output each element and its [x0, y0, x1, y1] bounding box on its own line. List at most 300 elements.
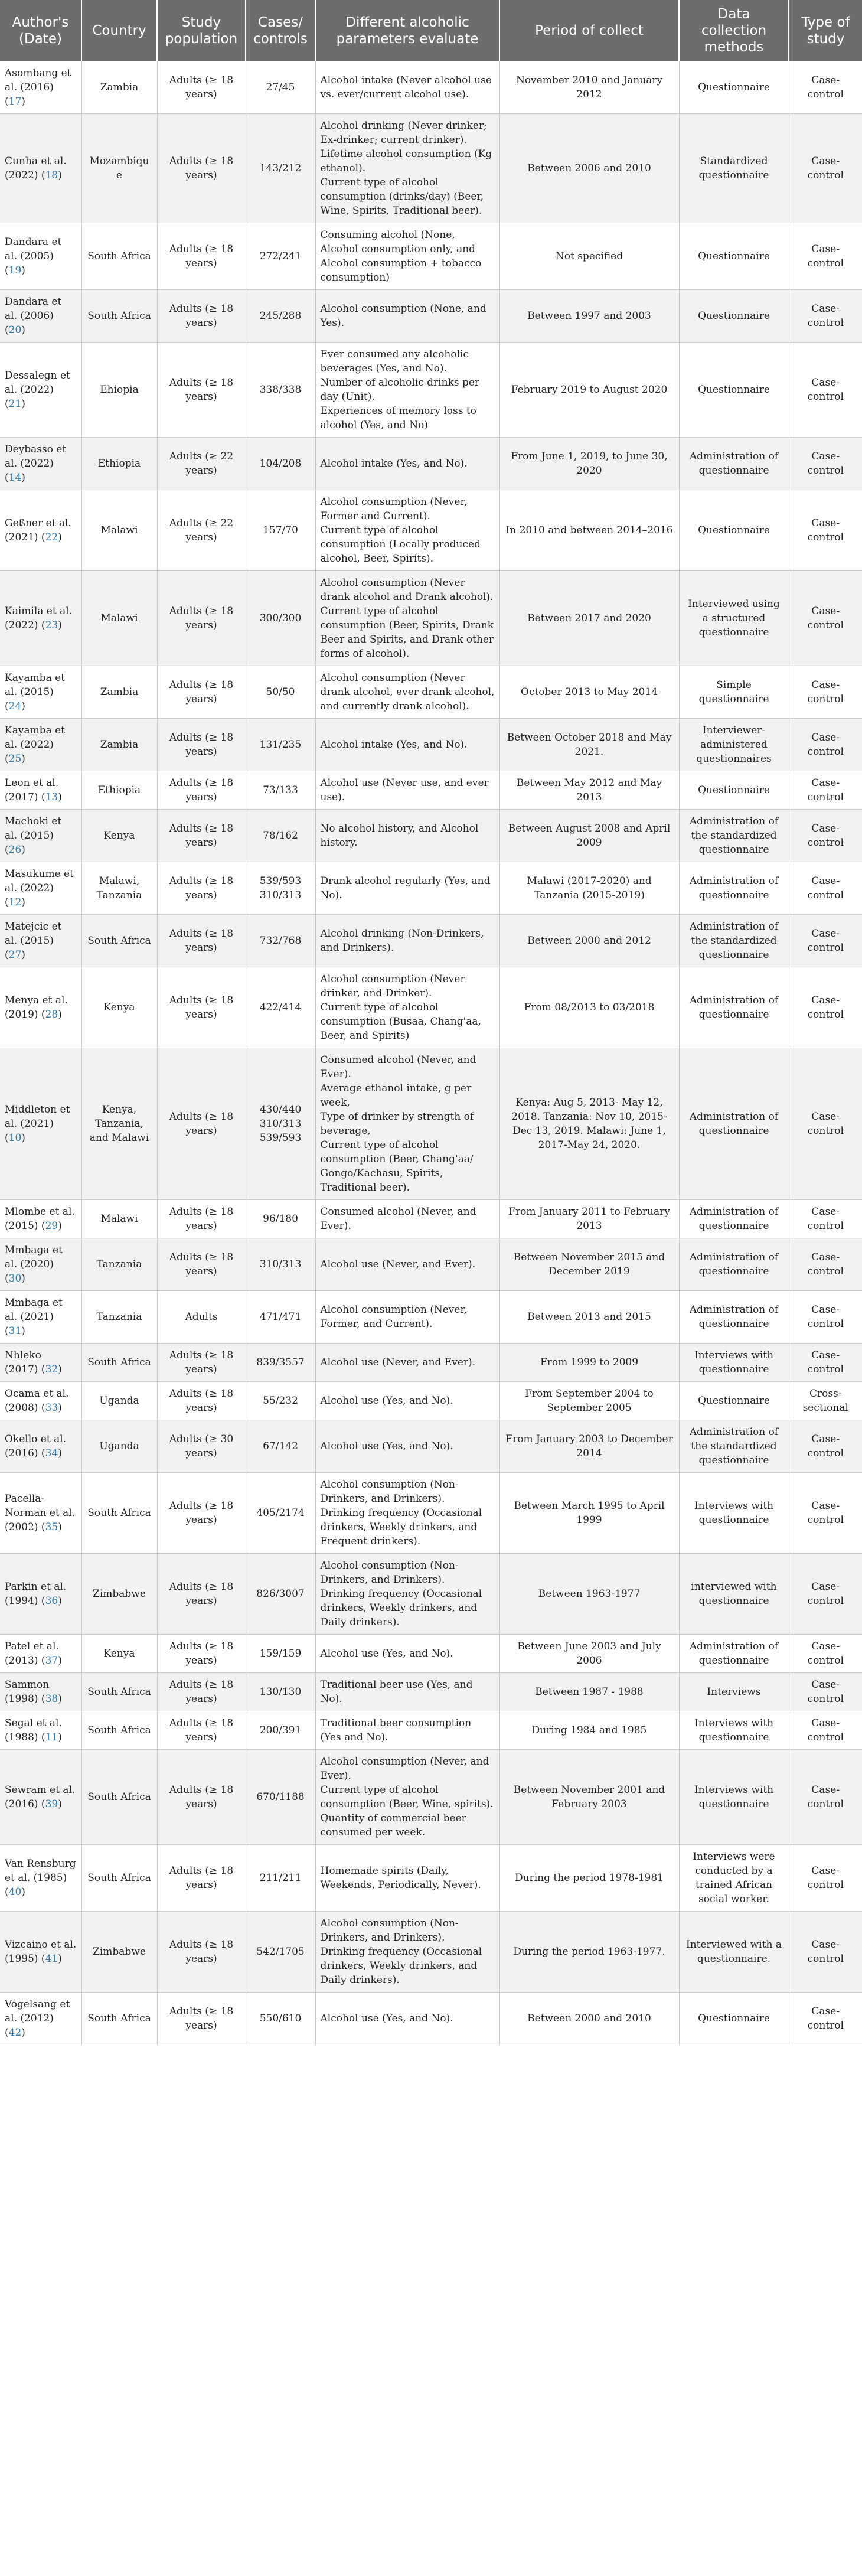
cell-cases-controls: 405/2174: [246, 1473, 315, 1554]
cell-period: Between 2013 and 2015: [499, 1291, 679, 1344]
cell-population: Adults (≥ 18 years): [157, 1382, 246, 1420]
cell-methods: Simple questionnaire: [679, 666, 789, 719]
reference-link[interactable]: 14: [8, 472, 22, 484]
cell-parameters: Traditional beer consumption (Yes and No).: [315, 1711, 499, 1750]
reference-link[interactable]: 10: [8, 1132, 22, 1144]
cell-country: Mozambique: [81, 114, 157, 223]
cell-methods: Questionnaire: [679, 1993, 789, 2045]
reference-link[interactable]: 34: [45, 1447, 58, 1459]
cell-country: South Africa: [81, 1845, 157, 1912]
table-row: [0, 438, 862, 490]
cell-cases-controls: 732/768: [246, 915, 315, 967]
cell-parameters: Drank alcohol regularly (Yes, and No).: [315, 862, 499, 915]
header-period: Period of collect: [499, 0, 679, 61]
cell-period: From January 2011 to February 2013: [499, 1200, 679, 1238]
cell-type: Case-control: [789, 1635, 862, 1673]
cell-author: Kayamba et al. (2015) (24): [0, 666, 81, 719]
cell-population: Adults (≥ 18 years): [157, 1673, 246, 1711]
cell-country: South Africa: [81, 223, 157, 290]
cell-parameters: Alcohol consumption (Never, Former, and Current).: [315, 1291, 499, 1344]
cell-period: Between 2000 and 2012: [499, 915, 679, 967]
cell-cases-controls: 422/414: [246, 967, 315, 1048]
cell-author: Cunha et al. (2022) (18): [0, 114, 81, 223]
author-name: Leon et al. (2017): [5, 777, 59, 803]
cell-population: Adults (≥ 30 years): [157, 1420, 246, 1473]
cell-methods: Questionnaire: [679, 771, 789, 810]
reference-link[interactable]: 36: [45, 1595, 58, 1607]
author-name: Deybasso et al. (2022): [5, 444, 67, 469]
cell-author: Sammon (1998) (38): [0, 1673, 81, 1711]
reference-link[interactable]: 25: [8, 753, 22, 765]
cell-author: Nhleko (2017) (32): [0, 1344, 81, 1382]
cell-population: Adults (≥ 18 years): [157, 771, 246, 810]
cell-author: Vogelsang et al. (2012) (42): [0, 1993, 81, 2045]
author-name: Kayamba et al. (2022): [5, 725, 66, 751]
cell-period: Between November 2001 and February 2003: [499, 1750, 679, 1845]
cell-type: Case-control: [789, 719, 862, 771]
cell-author: Machoki et al. (2015) (26): [0, 810, 81, 862]
header-methods: Data collection methods: [679, 0, 789, 61]
author-name: Mmbaga et al. (2021): [5, 1297, 63, 1323]
reference-link[interactable]: 39: [45, 1798, 58, 1810]
table-row: [0, 343, 862, 438]
cell-population: Adults (≥ 18 years): [157, 1912, 246, 1993]
cell-period: From January 2003 to December 2014: [499, 1420, 679, 1473]
author-name: Patel et al. (2013): [5, 1641, 59, 1667]
header-population: Study population: [157, 0, 246, 61]
table-row: [0, 1420, 862, 1473]
table-row: [0, 1635, 862, 1673]
cell-author: Leon et al. (2017) (13): [0, 771, 81, 810]
cell-country: South Africa: [81, 1993, 157, 2045]
cell-country: Uganda: [81, 1382, 157, 1420]
cell-country: Zimbabwe: [81, 1554, 157, 1635]
cell-parameters: Consuming alcohol (None, Alcohol consumption only, and Alcohol consumption + tobacco consumption): [315, 223, 499, 290]
cell-period: Between 2017 and 2020: [499, 571, 679, 666]
cell-type: Case-control: [789, 61, 862, 114]
cell-methods: Administration of questionnaire: [679, 438, 789, 490]
cell-author: Mmbaga et al. (2021) (31): [0, 1291, 81, 1344]
reference-link[interactable]: 35: [45, 1521, 58, 1533]
cell-methods: Administration of questionnaire: [679, 1238, 789, 1291]
cell-cases-controls: 539/593 310/313: [246, 862, 315, 915]
cell-author: Patel et al. (2013) (37): [0, 1635, 81, 1673]
cell-type: Case-control: [789, 1554, 862, 1635]
cell-period: Between May 2012 and May 2013: [499, 771, 679, 810]
cell-cases-controls: 211/211: [246, 1845, 315, 1912]
table-row: [0, 1711, 862, 1750]
cell-methods: Administration of questionnaire: [679, 1291, 789, 1344]
cell-parameters: Homemade spirits (Daily, Weekends, Periodically, Never).: [315, 1845, 499, 1912]
reference-link[interactable]: 38: [45, 1693, 58, 1705]
reference-link[interactable]: 32: [45, 1364, 58, 1375]
cell-methods: Administration of the standardized questionnaire: [679, 810, 789, 862]
cell-population: Adults (≥ 22 years): [157, 490, 246, 571]
cell-population: Adults (≥ 18 years): [157, 1993, 246, 2045]
cell-methods: Questionnaire: [679, 223, 789, 290]
cell-population: Adults (≥ 18 years): [157, 1845, 246, 1912]
cell-population: Adults (≥ 18 years): [157, 114, 246, 223]
author-name: Dandara et al. (2005): [5, 236, 62, 262]
table-row: [0, 1845, 862, 1912]
table-row: [0, 1473, 862, 1554]
author-name: Dessalegn et al. (2022): [5, 370, 70, 396]
cell-author: Dessalegn et al. (2022) (21): [0, 343, 81, 438]
cell-parameters: Alcohol consumption (Non-Drinkers, and Drinkers). Drinking frequency (Occasional drinkers, Weekly drinkers, and Daily drinkers).: [315, 1554, 499, 1635]
cell-methods: interviewed with questionnaire: [679, 1554, 789, 1635]
cell-country: South Africa: [81, 290, 157, 343]
cell-cases-controls: 50/50: [246, 666, 315, 719]
cell-type: Case-control: [789, 1344, 862, 1382]
cell-parameters: Alcohol drinking (Never drinker; Ex-drinker; current drinker). Lifetime alcohol consumption (Kg ethanol). Current type of alcohol consumption (drinks/day) (Beer, Wine, Spirits, Traditional beer).: [315, 114, 499, 223]
cell-population: Adults (≥ 18 years): [157, 967, 246, 1048]
cell-cases-controls: 130/130: [246, 1673, 315, 1711]
cell-methods: Interviews were conducted by a trained African social worker.: [679, 1845, 789, 1912]
cell-type: Case-control: [789, 1845, 862, 1912]
cell-population: Adults (≥ 18 years): [157, 719, 246, 771]
cell-period: Between November 2015 and December 2019: [499, 1238, 679, 1291]
cell-methods: Interviews with questionnaire: [679, 1473, 789, 1554]
cell-period: Between October 2018 and May 2021.: [499, 719, 679, 771]
cell-type: Case-control: [789, 490, 862, 571]
cell-methods: Interviews with questionnaire: [679, 1344, 789, 1382]
cell-country: Zimbabwe: [81, 1912, 157, 1993]
cell-author: Kayamba et al. (2022) (25): [0, 719, 81, 771]
cell-parameters: Alcohol consumption (None, and Yes).: [315, 290, 499, 343]
reference-link[interactable]: 11: [45, 1732, 58, 1743]
cell-period: During the period 1978-1981: [499, 1845, 679, 1912]
cell-cases-controls: 338/338: [246, 343, 315, 438]
cell-author: Okello et al. (2016) (34): [0, 1420, 81, 1473]
cell-parameters: Alcohol consumption (Non-Drinkers, and Drinkers). Drinking frequency (Occasional drinkers, Weekly drinkers, and Daily drinkers).: [315, 1912, 499, 1993]
cell-cases-controls: 104/208: [246, 438, 315, 490]
cell-cases-controls: 670/1188: [246, 1750, 315, 1845]
cell-type: Case-control: [789, 771, 862, 810]
author-name: Machoki et al. (2015): [5, 816, 62, 842]
table-row: [0, 1554, 862, 1635]
header-parameters: Different alcoholic parameters evaluate: [315, 0, 499, 61]
cell-author: Pacella-Norman et al. (2002) (35): [0, 1473, 81, 1554]
cell-author: Dandara et al. (2005) (19): [0, 223, 81, 290]
cell-period: November 2010 and January 2012: [499, 61, 679, 114]
reference-link[interactable]: 28: [45, 1009, 58, 1020]
cell-author: Middleton et al. (2021) (10): [0, 1048, 81, 1200]
cell-country: Kenya, Tanzania, and Malawi: [81, 1048, 157, 1200]
cell-cases-controls: 300/300: [246, 571, 315, 666]
table-row: [0, 1912, 862, 1993]
cell-author: Mmbaga et al. (2020) (30): [0, 1238, 81, 1291]
cell-country: Malawi: [81, 490, 157, 571]
table-row: [0, 571, 862, 666]
reference-link[interactable]: 40: [8, 1886, 22, 1898]
reference-link[interactable]: 18: [45, 169, 58, 181]
cell-cases-controls: 78/162: [246, 810, 315, 862]
cell-parameters: Ever consumed any alcoholic beverages (Yes, and No). Number of alcoholic drinks per day (Unit). Experiences of memory loss to alcohol (Yes, and No): [315, 343, 499, 438]
reference-link[interactable]: 24: [8, 700, 22, 712]
cell-country: South Africa: [81, 1711, 157, 1750]
table-row: [0, 1382, 862, 1420]
author-name: Parkin et al. (1994): [5, 1581, 67, 1607]
cell-country: South Africa: [81, 1473, 157, 1554]
reference-link[interactable]: 29: [45, 1220, 58, 1232]
cell-population: Adults (≥ 18 years): [157, 1635, 246, 1673]
cell-period: From 1999 to 2009: [499, 1344, 679, 1382]
cell-country: Zambia: [81, 61, 157, 114]
table-row: [0, 1750, 862, 1845]
cell-author: Ocama et al. (2008) (33): [0, 1382, 81, 1420]
cell-period: Kenya: Aug 5, 2013- May 12, 2018. Tanzania: Nov 10, 2015-Dec 13, 2019. Malawi: June 1, 2017-May 24, 2020.: [499, 1048, 679, 1200]
cell-methods: Questionnaire: [679, 1382, 789, 1420]
cell-country: Uganda: [81, 1420, 157, 1473]
reference-link[interactable]: 37: [45, 1655, 58, 1667]
reference-link[interactable]: 42: [8, 2027, 22, 2039]
cell-population: Adults (≥ 18 years): [157, 1048, 246, 1200]
cell-population: Adults (≥ 18 years): [157, 1711, 246, 1750]
cell-type: Case-control: [789, 967, 862, 1048]
author-name: Ocama et al. (2008): [5, 1388, 69, 1414]
author-name: Segal et al. (1988): [5, 1717, 62, 1743]
table-row: [0, 1291, 862, 1344]
header-author: Author's (Date): [0, 0, 81, 61]
cell-cases-controls: 27/45: [246, 61, 315, 114]
cell-period: Not specified: [499, 223, 679, 290]
cell-period: Between June 2003 and July 2006: [499, 1635, 679, 1673]
cell-cases-controls: 143/212: [246, 114, 315, 223]
cell-type: Case-control: [789, 1673, 862, 1711]
cell-author: Mlombe et al. (2015) (29): [0, 1200, 81, 1238]
reference-link[interactable]: 30: [8, 1273, 22, 1284]
cell-population: Adults (≥ 18 years): [157, 810, 246, 862]
cell-country: South Africa: [81, 915, 157, 967]
cell-methods: Administration of questionnaire: [679, 1200, 789, 1238]
cell-population: Adults (≥ 18 years): [157, 666, 246, 719]
cell-parameters: Alcohol consumption (Never, Former and Current). Current type of alcohol consumption (Locally produced alcohol, Beer, Spirits).: [315, 490, 499, 571]
cell-population: Adults (≥ 18 years): [157, 61, 246, 114]
cell-cases-controls: 310/313: [246, 1238, 315, 1291]
cell-type: Case-control: [789, 1711, 862, 1750]
cell-parameters: Alcohol consumption (Never, and Ever). Current type of alcohol consumption (Beer, Wine, spirits). Quantity of commercial beer consumed per week.: [315, 1750, 499, 1845]
cell-population: Adults (≥ 18 years): [157, 862, 246, 915]
cell-author: Van Rensburg et al. (1985) (40): [0, 1845, 81, 1912]
cell-country: Malawi: [81, 571, 157, 666]
cell-methods: Administration of questionnaire: [679, 1048, 789, 1200]
cell-country: Tanzania: [81, 1238, 157, 1291]
cell-period: Malawi (2017-2020) and Tanzania (2015-2019): [499, 862, 679, 915]
reference-link[interactable]: 21: [8, 398, 22, 410]
cell-parameters: Consumed alcohol (Never, and Ever). Average ethanol intake, g per week, Type of drinker by strength of beverage, Current type of alcohol consumption (Beer, Chang'aa/ Gongo/Kachasu, Spirits, Traditional beer).: [315, 1048, 499, 1200]
author-name: Asombang et al. (2016): [5, 67, 71, 93]
cell-type: Case-control: [789, 666, 862, 719]
reference-link[interactable]: 13: [45, 791, 58, 803]
cell-country: Ehiopia: [81, 343, 157, 438]
table-row: [0, 223, 862, 290]
cell-type: Case-control: [789, 438, 862, 490]
cell-parameters: Consumed alcohol (Never, and Ever).: [315, 1200, 499, 1238]
cell-population: Adults (≥ 18 years): [157, 290, 246, 343]
cell-author: Matejcic et al. (2015) (27): [0, 915, 81, 967]
cell-period: During 1984 and 1985: [499, 1711, 679, 1750]
cell-methods: Interviews with questionnaire: [679, 1750, 789, 1845]
cell-type: Case-control: [789, 810, 862, 862]
table-row: [0, 967, 862, 1048]
cell-methods: Administration of questionnaire: [679, 967, 789, 1048]
cell-country: Tanzania: [81, 1291, 157, 1344]
cell-population: Adults (≥ 22 years): [157, 438, 246, 490]
cell-methods: Interviewer-administered questionnaires: [679, 719, 789, 771]
cell-cases-controls: 159/159: [246, 1635, 315, 1673]
reference-link[interactable]: 33: [45, 1402, 58, 1414]
header-country: Country: [81, 0, 157, 61]
reference-link[interactable]: 17: [8, 96, 22, 107]
table-row: [0, 1673, 862, 1711]
cell-methods: Interviews with questionnaire: [679, 1711, 789, 1750]
cell-cases-controls: 157/70: [246, 490, 315, 571]
table-row: [0, 61, 862, 114]
cell-period: February 2019 to August 2020: [499, 343, 679, 438]
cell-country: South Africa: [81, 1750, 157, 1845]
cell-author: Segal et al. (1988) (11): [0, 1711, 81, 1750]
reference-link[interactable]: 26: [8, 844, 22, 856]
cell-population: Adults (≥ 18 years): [157, 1554, 246, 1635]
cell-parameters: Alcohol intake (Yes, and No).: [315, 438, 499, 490]
cell-period: From September 2004 to September 2005: [499, 1382, 679, 1420]
cell-cases-controls: 542/1705: [246, 1912, 315, 1993]
author-name: Geßner et al. (2021): [5, 517, 71, 543]
author-name: Dandara et al. (2006): [5, 296, 62, 322]
cell-cases-controls: 245/288: [246, 290, 315, 343]
cell-period: Between 1997 and 2003: [499, 290, 679, 343]
cell-country: Malawi, Tanzania: [81, 862, 157, 915]
cell-type: Case-control: [789, 1912, 862, 1993]
cell-methods: Questionnaire: [679, 61, 789, 114]
cell-author: Dandara et al. (2006) (20): [0, 290, 81, 343]
table-row: [0, 1238, 862, 1291]
cell-country: Kenya: [81, 967, 157, 1048]
cell-country: Malawi: [81, 1200, 157, 1238]
cell-parameters: Alcohol use (Yes, and No).: [315, 1420, 499, 1473]
reference-link[interactable]: 19: [8, 265, 22, 276]
cell-country: Zambia: [81, 719, 157, 771]
author-name: Vogelsang et al. (2012): [5, 1998, 70, 2024]
cell-author: Menya et al. (2019) (28): [0, 967, 81, 1048]
cell-population: Adults (≥ 18 years): [157, 915, 246, 967]
cell-cases-controls: 73/133: [246, 771, 315, 810]
cell-population: Adults (≥ 18 years): [157, 1473, 246, 1554]
table-row: [0, 114, 862, 223]
cell-author: Vizcaino et al. (1995) (41): [0, 1912, 81, 1993]
author-name: Vizcaino et al. (1995): [5, 1939, 77, 1965]
cell-parameters: Alcohol use (Yes, and No).: [315, 1993, 499, 2045]
cell-parameters: Traditional beer use (Yes, and No).: [315, 1673, 499, 1711]
author-name: Okello et al. (2016): [5, 1433, 67, 1459]
cell-type: Case-control: [789, 1200, 862, 1238]
cell-methods: Interviewed using a structured questionnaire: [679, 571, 789, 666]
cell-cases-controls: 826/3007: [246, 1554, 315, 1635]
cell-type: Case-control: [789, 1993, 862, 2045]
cell-type: Case-control: [789, 862, 862, 915]
cell-country: Ethiopia: [81, 438, 157, 490]
cell-country: South Africa: [81, 1673, 157, 1711]
cell-parameters: Alcohol intake (Yes, and No).: [315, 719, 499, 771]
cell-type: Case-control: [789, 1238, 862, 1291]
cell-parameters: Alcohol drinking (Non-Drinkers, and Drinkers).: [315, 915, 499, 967]
cell-period: From June 1, 2019, to June 30, 2020: [499, 438, 679, 490]
cell-population: Adults (≥ 18 years): [157, 223, 246, 290]
author-name: Masukume et al. (2022): [5, 868, 74, 894]
cell-type: Case-control: [789, 571, 862, 666]
cell-methods: Administration of the standardized questionnaire: [679, 915, 789, 967]
author-name: Nhleko (2017): [5, 1349, 41, 1375]
header-row: [0, 0, 862, 61]
cell-methods: Administration of questionnaire: [679, 1635, 789, 1673]
cell-type: Case-control: [789, 343, 862, 438]
cell-cases-controls: 55/232: [246, 1382, 315, 1420]
table-row: [0, 1993, 862, 2045]
cell-parameters: No alcohol history, and Alcohol history.: [315, 810, 499, 862]
reference-link[interactable]: 20: [8, 324, 22, 336]
author-name: Pacella-Norman et al. (2002): [5, 1493, 76, 1533]
cell-author: Sewram et al. (2016) (39): [0, 1750, 81, 1845]
reference-link[interactable]: 27: [8, 949, 22, 961]
author-name: Matejcic et al. (2015): [5, 921, 62, 947]
cell-author: Masukume et al. (2022) (12): [0, 862, 81, 915]
cell-methods: Standardized questionnaire: [679, 114, 789, 223]
cell-parameters: Alcohol use (Never, and Ever).: [315, 1344, 499, 1382]
reference-link[interactable]: 31: [8, 1325, 22, 1337]
cell-type: Case-control: [789, 1750, 862, 1845]
cell-cases-controls: 96/180: [246, 1200, 315, 1238]
cell-population: Adults (≥ 18 years): [157, 1200, 246, 1238]
author-name: Kayamba et al. (2015): [5, 672, 66, 698]
cell-country: South Africa: [81, 1344, 157, 1382]
author-name: Cunha et al. (2022): [5, 155, 67, 181]
cell-period: October 2013 to May 2014: [499, 666, 679, 719]
cell-population: Adults (≥ 18 years): [157, 1344, 246, 1382]
reference-link[interactable]: 22: [45, 531, 58, 543]
reference-link[interactable]: 12: [8, 896, 22, 908]
cell-period: Between 1987 - 1988: [499, 1673, 679, 1711]
table-row: [0, 771, 862, 810]
cell-population: Adults: [157, 1291, 246, 1344]
table-row: [0, 1344, 862, 1382]
cell-period: In 2010 and between 2014–2016: [499, 490, 679, 571]
table-row: [0, 490, 862, 571]
cell-cases-controls: 200/391: [246, 1711, 315, 1750]
reference-link[interactable]: 23: [45, 619, 58, 631]
cell-period: From 08/2013 to 03/2018: [499, 967, 679, 1048]
cell-type: Case-control: [789, 1048, 862, 1200]
table-row: [0, 862, 862, 915]
cell-author: Deybasso et al. (2022) (14): [0, 438, 81, 490]
cell-population: Adults (≥ 18 years): [157, 343, 246, 438]
cell-cases-controls: 550/610: [246, 1993, 315, 2045]
cell-methods: Questionnaire: [679, 290, 789, 343]
cell-country: Kenya: [81, 810, 157, 862]
reference-link[interactable]: 41: [45, 1953, 58, 1965]
cell-cases-controls: 839/3557: [246, 1344, 315, 1382]
cell-author: Parkin et al. (1994) (36): [0, 1554, 81, 1635]
cell-type: Cross-sectional: [789, 1382, 862, 1420]
author-name: Menya et al. (2019): [5, 994, 68, 1020]
cell-period: Between 2006 and 2010: [499, 114, 679, 223]
author-name: Sammon (1998): [5, 1679, 50, 1705]
cell-methods: Administration of the standardized questionnaire: [679, 1420, 789, 1473]
cell-methods: Interviewed with a questionnaire.: [679, 1912, 789, 1993]
author-name: Mlombe et al. (2015): [5, 1206, 75, 1232]
table-row: [0, 1200, 862, 1238]
cell-period: During the period 1963-1977.: [499, 1912, 679, 1993]
author-name: Kaimila et al. (2022): [5, 605, 73, 631]
